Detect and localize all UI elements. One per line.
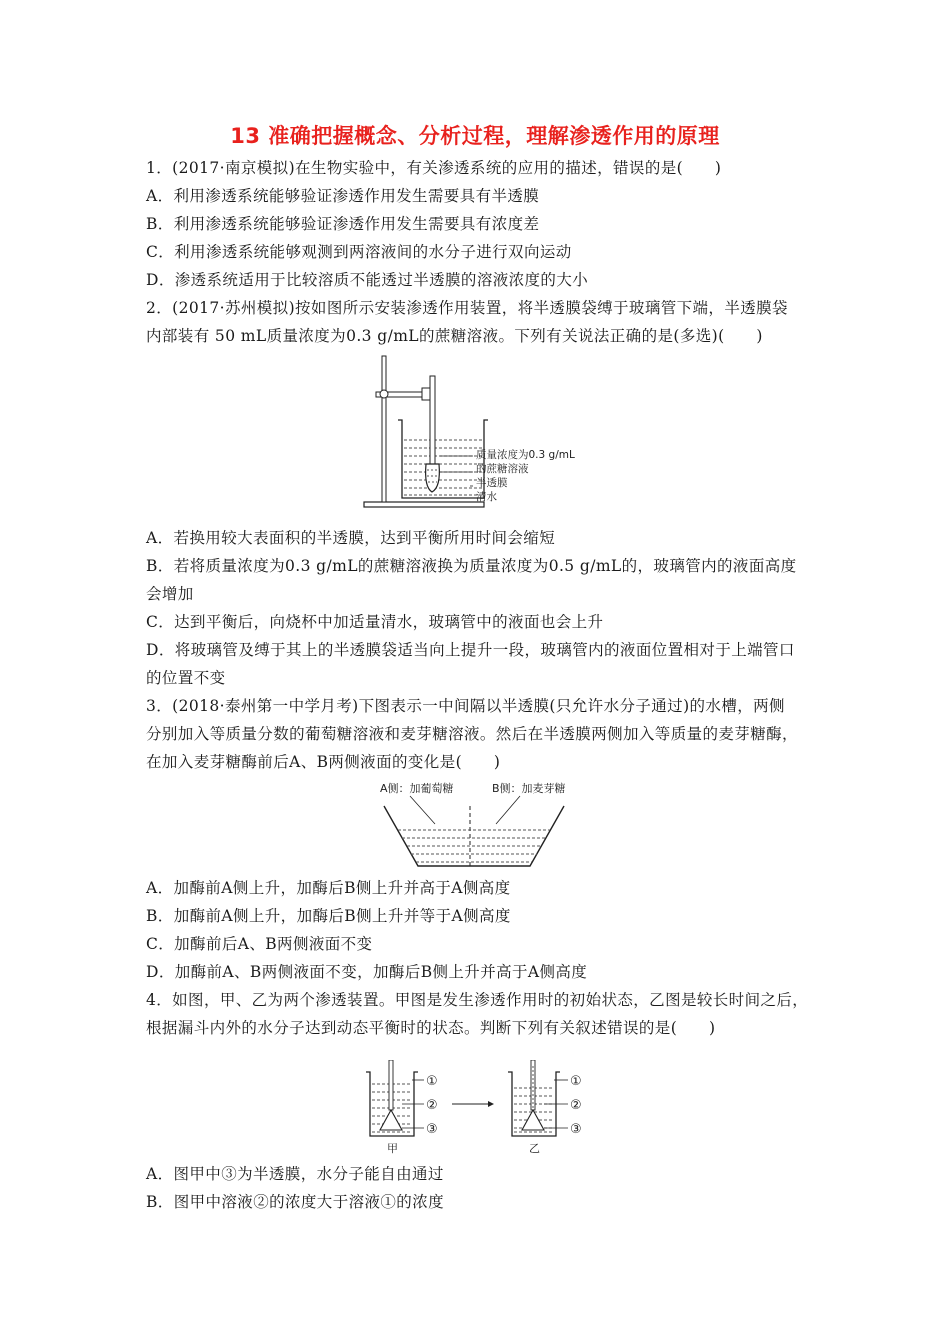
mark-2-left: ②	[426, 1098, 438, 1113]
q2-option-b: B．若将质量浓度为0.3 g/mL的蔗糖溶液换为质量浓度为0.5 g/mL的，玻璃管内的液面高度	[146, 557, 797, 575]
q2-option-a: A．若换用较大表面积的半透膜，达到平衡所用时间会缩短	[146, 529, 556, 547]
q4-option-a: A．图甲中③为半透膜，水分子能自由通过	[146, 1165, 444, 1183]
q1-option-a: A．利用渗透系统能够验证渗透作用发生需要具有半透膜	[146, 187, 540, 205]
q2-stem-line1: 2．(2017·苏州模拟)按如图所示安装渗透作用装置，将半透膜袋缚于玻璃管下端，半透膜袋	[146, 299, 788, 317]
label-water: 清水	[476, 491, 497, 503]
q1-option-c: C．利用渗透系统能够观测到两溶液间的水分子进行双向运动	[146, 243, 572, 261]
q4-stem-line2: 根据漏斗内外的水分子达到动态平衡时的状态。判断下列有关叙述错误的是( )	[146, 1019, 716, 1037]
mark-3-left: ③	[426, 1122, 438, 1137]
q3-stem-line3: 在加入麦芽糖酶前后A、B两侧液面的变化是( )	[146, 753, 501, 771]
q1-stem: 1．(2017·南京模拟)在生物实验中，有关渗透系统的应用的描述，错误的是( )	[146, 159, 722, 177]
osmosis-before-after-figure	[356, 1060, 596, 1160]
caption-jia: 甲	[387, 1142, 398, 1155]
q1-option-d: D．渗透系统适用于比较溶质不能透过半透膜的溶液浓度的大小	[146, 271, 589, 289]
q4-option-b: B．图甲中溶液②的浓度大于溶液①的浓度	[146, 1193, 444, 1211]
label-membrane: 半透膜	[476, 477, 508, 489]
mark-1-right: ①	[570, 1074, 582, 1089]
q3-stem-line2: 分别加入等质量分数的葡萄糖溶液和麦芽糖溶液。然后在半透膜两侧加入等质量的麦芽糖酶，	[146, 725, 798, 743]
q2-option-c: C．达到平衡后，向烧杯中加适量清水，玻璃管中的液面也会上升	[146, 613, 604, 631]
label-sucrose-solution: 的蔗糖溶液	[476, 463, 529, 475]
label-concentration: 质量浓度为0.3 g/mL	[476, 449, 575, 461]
label-side-b: B侧：加麦芽糖	[492, 782, 566, 795]
q3-option-d: D．加酶前A、B两侧液面不变，加酶后B侧上升并高于A侧高度	[146, 963, 588, 981]
q2-option-d: D．将玻璃管及缚于其上的半透膜袋适当向上提升一段，玻璃管内的液面位置相对于上端管口	[146, 641, 795, 659]
mark-1-left: ①	[426, 1074, 438, 1089]
q1-option-b: B．利用渗透系统能够验证渗透作用发生需要具有浓度差	[146, 215, 540, 233]
q3-stem-line1: 3．(2018·泰州第一中学月考)下图表示一中间隔以半透膜(只允许水分子通过)的水槽，两侧	[146, 697, 785, 715]
q2-option-d-cont: 的位置不变	[146, 669, 226, 687]
q4-stem-line1: 4．如图，甲、乙为两个渗透装置。甲图是发生渗透作用时的初始状态，乙图是较长时间之后，	[146, 991, 809, 1009]
q2-stem-line2: 内部装有 50 mL质量浓度为0.3 g/mL的蔗糖溶液。下列有关说法正确的是(多选)( )	[146, 327, 763, 345]
water-tank-figure	[370, 778, 590, 873]
osmosis-apparatus-figure	[360, 352, 600, 512]
q3-option-b: B．加酶前A侧上升，加酶后B侧上升并等于A侧高度	[146, 907, 511, 925]
caption-yi: 乙	[529, 1142, 540, 1155]
q2-option-b-cont: 会增加	[146, 585, 194, 603]
label-side-a: A侧：加葡萄糖	[380, 782, 454, 795]
q3-option-a: A．加酶前A侧上升，加酶后B侧上升并高于A侧高度	[146, 879, 511, 897]
page-title: 13 准确把握概念、分析过程，理解渗透作用的原理	[230, 124, 720, 148]
q3-option-c: C．加酶前后A、B两侧液面不变	[146, 935, 373, 953]
mark-2-right: ②	[570, 1098, 582, 1113]
mark-3-right: ③	[570, 1122, 582, 1137]
